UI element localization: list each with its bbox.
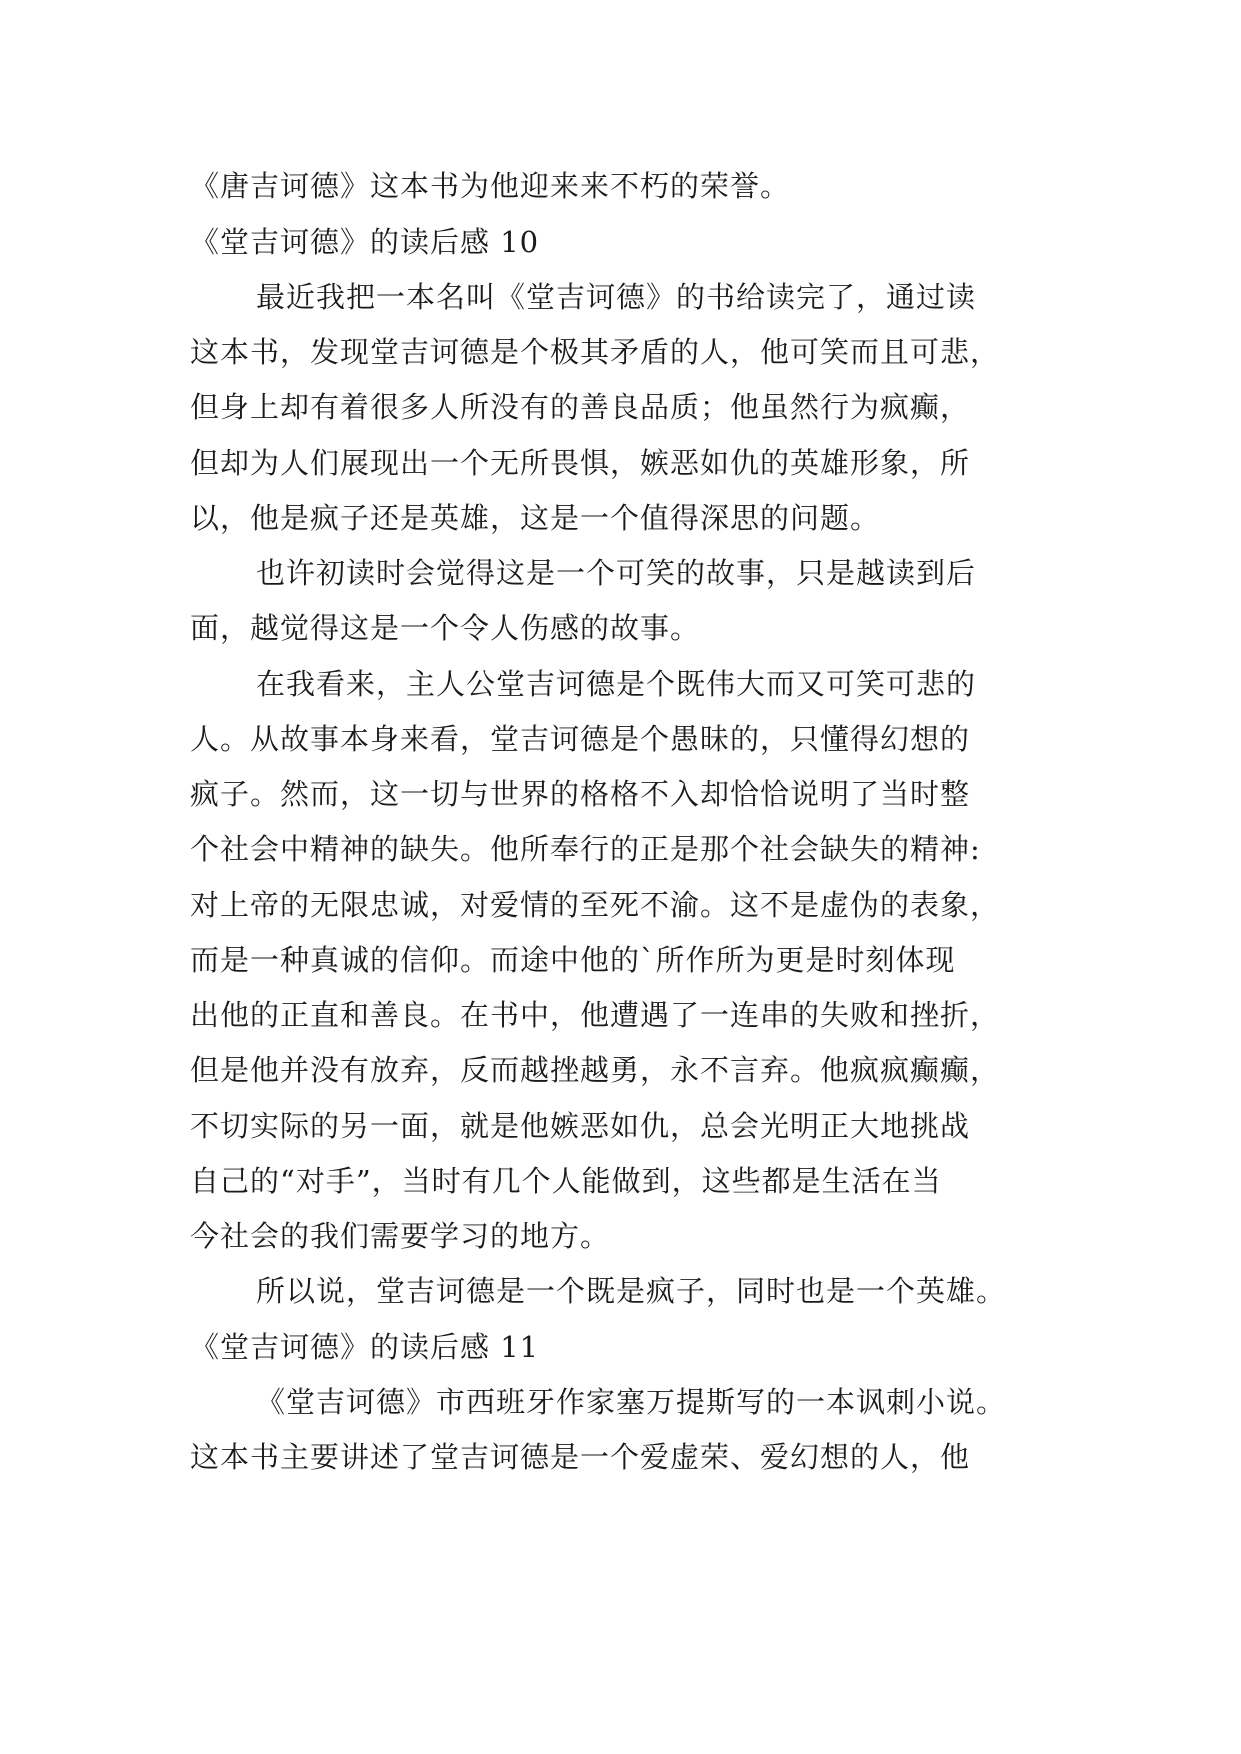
- paragraph-line: 面，越觉得这是一个令人伤感的故事。: [190, 611, 701, 645]
- paragraph-line: 今社会的我们需要学习的地方。: [190, 1219, 611, 1253]
- paragraph-line: 疯子。然而，这一切与世界的格格不入却恰恰说明了当时整: [190, 777, 971, 811]
- paragraph-line: 也许初读时会觉得这是一个可笑的故事，只是越读到后: [256, 556, 977, 590]
- paragraph-line: 但是他并没有放弃，反而越挫越勇，永不言弃。他疯疯癫癫，: [190, 1053, 1001, 1087]
- paragraph-line: 人。从故事本身来看，堂吉诃德是个愚昧的，只懂得幻想的: [190, 722, 971, 756]
- text-line: 《唐吉诃德》这本书为他迎来来不朽的荣誉。: [190, 169, 791, 203]
- paragraph-line: 这本书主要讲述了堂吉诃德是一个爱虚荣、爱幻想的人，他: [190, 1440, 971, 1474]
- paragraph-line: 最近我把一本名叫《堂吉诃德》的书给读完了，通过读: [256, 280, 977, 314]
- paragraph-line: 但却为人们展现出一个无所畏惧，嫉恶如仇的英雄形象，所: [190, 446, 971, 480]
- paragraph-line: 出他的正直和善良。在书中，他遭遇了一连串的失败和挫折，: [190, 998, 1001, 1032]
- paragraph-line: 以，他是疯子还是英雄，这是一个值得深思的问题。: [190, 501, 881, 535]
- paragraph-line: 《堂吉诃德》市西班牙作家塞万提斯写的一本讽刺小说。: [256, 1385, 1007, 1419]
- paragraph-line: 个社会中精神的缺失。他所奉行的正是那个社会缺失的精神:: [190, 832, 981, 866]
- paragraph-line: 但身上却有着很多人所没有的善良品质；他虽然行为疯癫，: [190, 390, 971, 424]
- section-heading: 《堂吉诃德》的读后感 10: [190, 225, 540, 259]
- section-heading: 《堂吉诃德》的读后感 11: [190, 1330, 540, 1364]
- paragraph-line: 自己的“对手”，当时有几个人能做到，这些都是生活在当: [190, 1164, 942, 1198]
- paragraph-line: 在我看来，主人公堂吉诃德是个既伟大而又可笑可悲的: [256, 667, 977, 701]
- paragraph-line: 不切实际的另一面，就是他嫉恶如仇，总会光明正大地挑战: [190, 1109, 971, 1143]
- paragraph-line: 而是一种真诚的信仰。而途中他的`所作所为更是时刻体现: [190, 943, 956, 977]
- paragraph-line: 对上帝的无限忠诚，对爱情的至死不渝。这不是虚伪的表象，: [190, 888, 1001, 922]
- paragraph-line: 这本书，发现堂吉诃德是个极其矛盾的人，他可笑而且可悲，: [190, 335, 1001, 369]
- paragraph-line: 所以说，堂吉诃德是一个既是疯子，同时也是一个英雄。: [256, 1274, 1007, 1308]
